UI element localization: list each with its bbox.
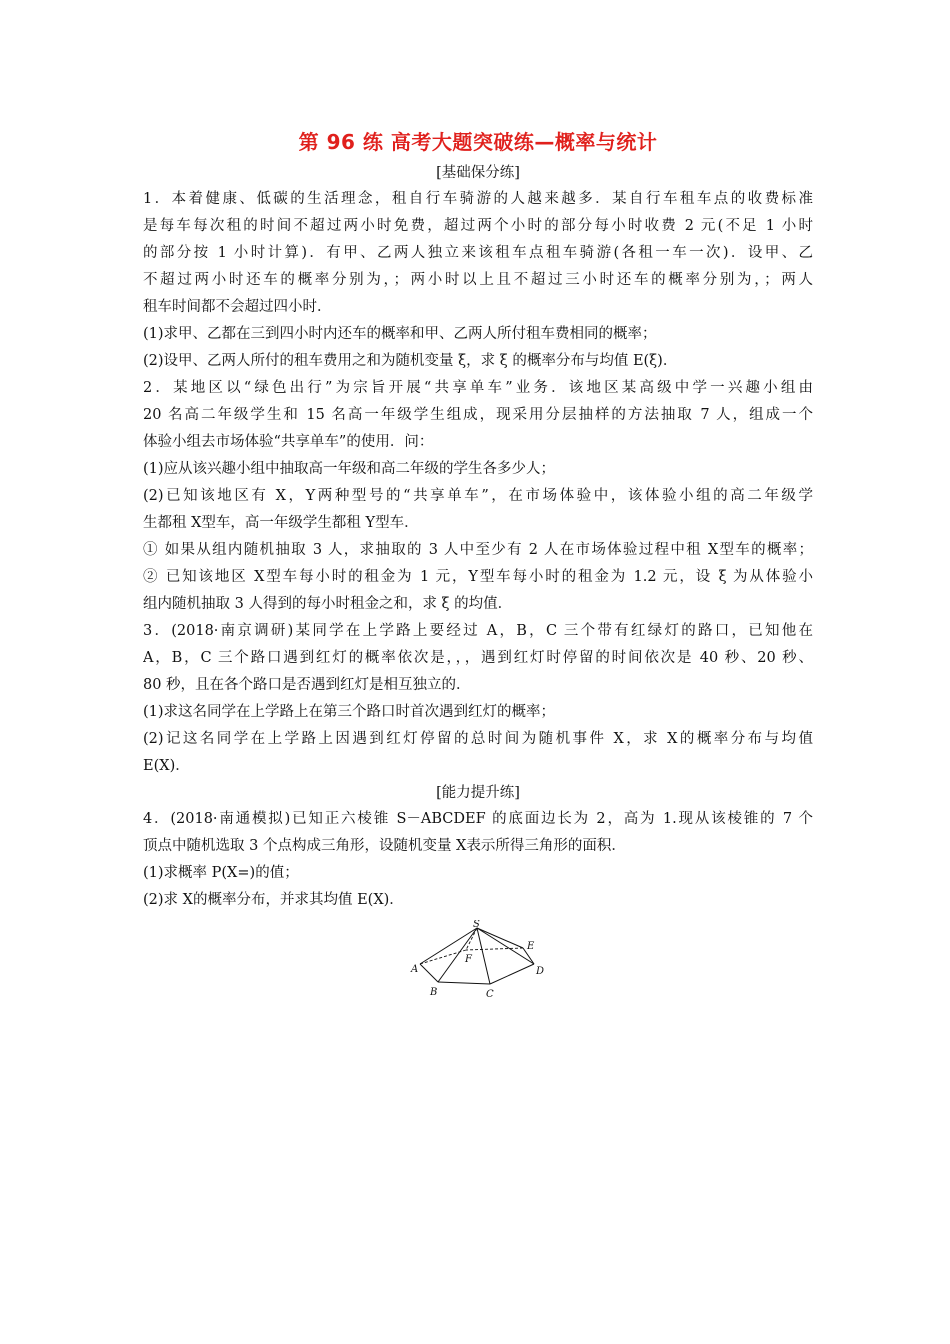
- text-line: (2)设甲、乙两人所付的租车费用之和为随机变量 ξ，求 ξ 的概率分布与均值 E(ξ)．: [143, 353, 678, 369]
- text-line: (1)求这名同学在上学路上在第三个路口时首次遇到红灯的概率；: [143, 704, 556, 720]
- text-line: 20 名高二年级学生和 15 名高一年级学生组成，现采用分层抽样的方法抽取 7 人，组成一个: [143, 407, 813, 423]
- text-line: 顶点中随机选取 3 个点构成三角形，设随机变量 X表示所得三角形的面积．: [143, 838, 626, 854]
- text-line: (1)求概率 P(X=)的值；: [143, 865, 299, 881]
- section-heading-advanced: [能力提升练]: [436, 785, 520, 801]
- text-line: (1)应从该兴趣小组中抽取高一年级和高二年级的学生各多少人；: [143, 461, 556, 477]
- edge-sc: [477, 928, 490, 984]
- label-s: S: [473, 920, 480, 930]
- text-line: 不超过两小时还车的概率分别为，；两小时以上且不超过三小时还车的概率分别为，；两人: [143, 272, 813, 288]
- label-f: F: [465, 954, 472, 965]
- pyramid-figure: [410, 920, 550, 1010]
- text-line: 1．本着健康、低碳的生活理念，租自行车骑游的人越来越多．某自行车租车点的收费标准: [143, 191, 813, 207]
- label-d: D: [536, 966, 545, 977]
- text-line: 租车时间都不会超过四小时．: [143, 299, 332, 315]
- text-line: 2．某地区以“绿色出行”为宗旨开展“共享单车”业务．该地区某高级中学一兴趣小组由: [143, 380, 813, 396]
- text-line: 组内随机抽取 3 人得到的每小时租金之和，求 ξ 的均值．: [143, 596, 513, 612]
- text-line: 生都租 X型车，高一年级学生都租 Y型车．: [143, 515, 419, 531]
- text-line: (1)求甲、乙都在三到四小时内还车的概率和甲、乙两人所付租车费相同的概率；: [143, 326, 657, 342]
- text-line: 80 秒，且在各个路口是否遇到红灯是相互独立的．: [143, 677, 471, 693]
- text-line: 3．(2018·南京调研)某同学在上学路上要经过 A，B，C 三个带有红绿灯的路口，已知他在: [143, 623, 813, 639]
- text-line: (2)求 X的概率分布，并求其均值 E(X)．: [143, 892, 404, 908]
- text-line: 的部分按 1 小时计算)．有甲、乙两人独立来该租车点租车骑游(各租一车一次)．设甲、乙: [143, 245, 813, 261]
- text-line: 是每车每次租的时间不超过两小时免费，超过两个小时的部分每小时收费 2 元(不足 1 小时: [143, 218, 813, 234]
- text-line: ① 如果从组内随机抽取 3 人，求抽取的 3 人中至少有 2 人在市场体验过程中租 X型车的概率；: [143, 542, 813, 558]
- text-line: A，B，C 三个路口遇到红灯的概率依次是，，，遇到红灯时停留的时间依次是 40 秒、20 秒、: [143, 650, 813, 666]
- edge-bc: [438, 982, 490, 984]
- hexagonal-pyramid-diagram: [410, 920, 550, 1010]
- label-c: C: [486, 989, 494, 1000]
- document-page: [143, 124, 813, 1010]
- section-heading-basic: [基础保分练]: [436, 165, 520, 181]
- edge-se: [477, 928, 523, 948]
- text-line: (2)已知该地区有 X，Y两种型号的“共享单车”，在市场体验中，该体验小组的高二年级学: [143, 488, 813, 504]
- label-b: B: [430, 987, 438, 998]
- text-line: 体验小组去市场体验“共享单车”的使用．问：: [143, 434, 434, 450]
- edge-ef-hidden: [466, 948, 523, 950]
- text-line: (2)记这名同学在上学路上因遇到红灯停留的总时间为随机事件 X，求 X的概率分布与均值: [143, 731, 813, 747]
- label-e: E: [527, 941, 535, 952]
- text-line: ② 已知该地区 X型车每小时的租金为 1 元，Y型车每小时的租金为 1.2 元，设 ξ 为从体验小: [143, 569, 813, 585]
- edge-cd: [490, 964, 534, 984]
- label-a: A: [411, 964, 419, 975]
- text-line: 4．(2018·南通模拟)已知正六棱锥 S－ABCDEF 的底面边长为 2，高为 1.现从该棱锥的 7 个: [143, 811, 813, 827]
- text-line: E(X)．: [143, 758, 190, 774]
- edge-sd: [477, 928, 534, 964]
- edge-ab: [420, 964, 438, 982]
- page-title: 第 96 练 高考大题突破练—概率与统计: [298, 130, 658, 154]
